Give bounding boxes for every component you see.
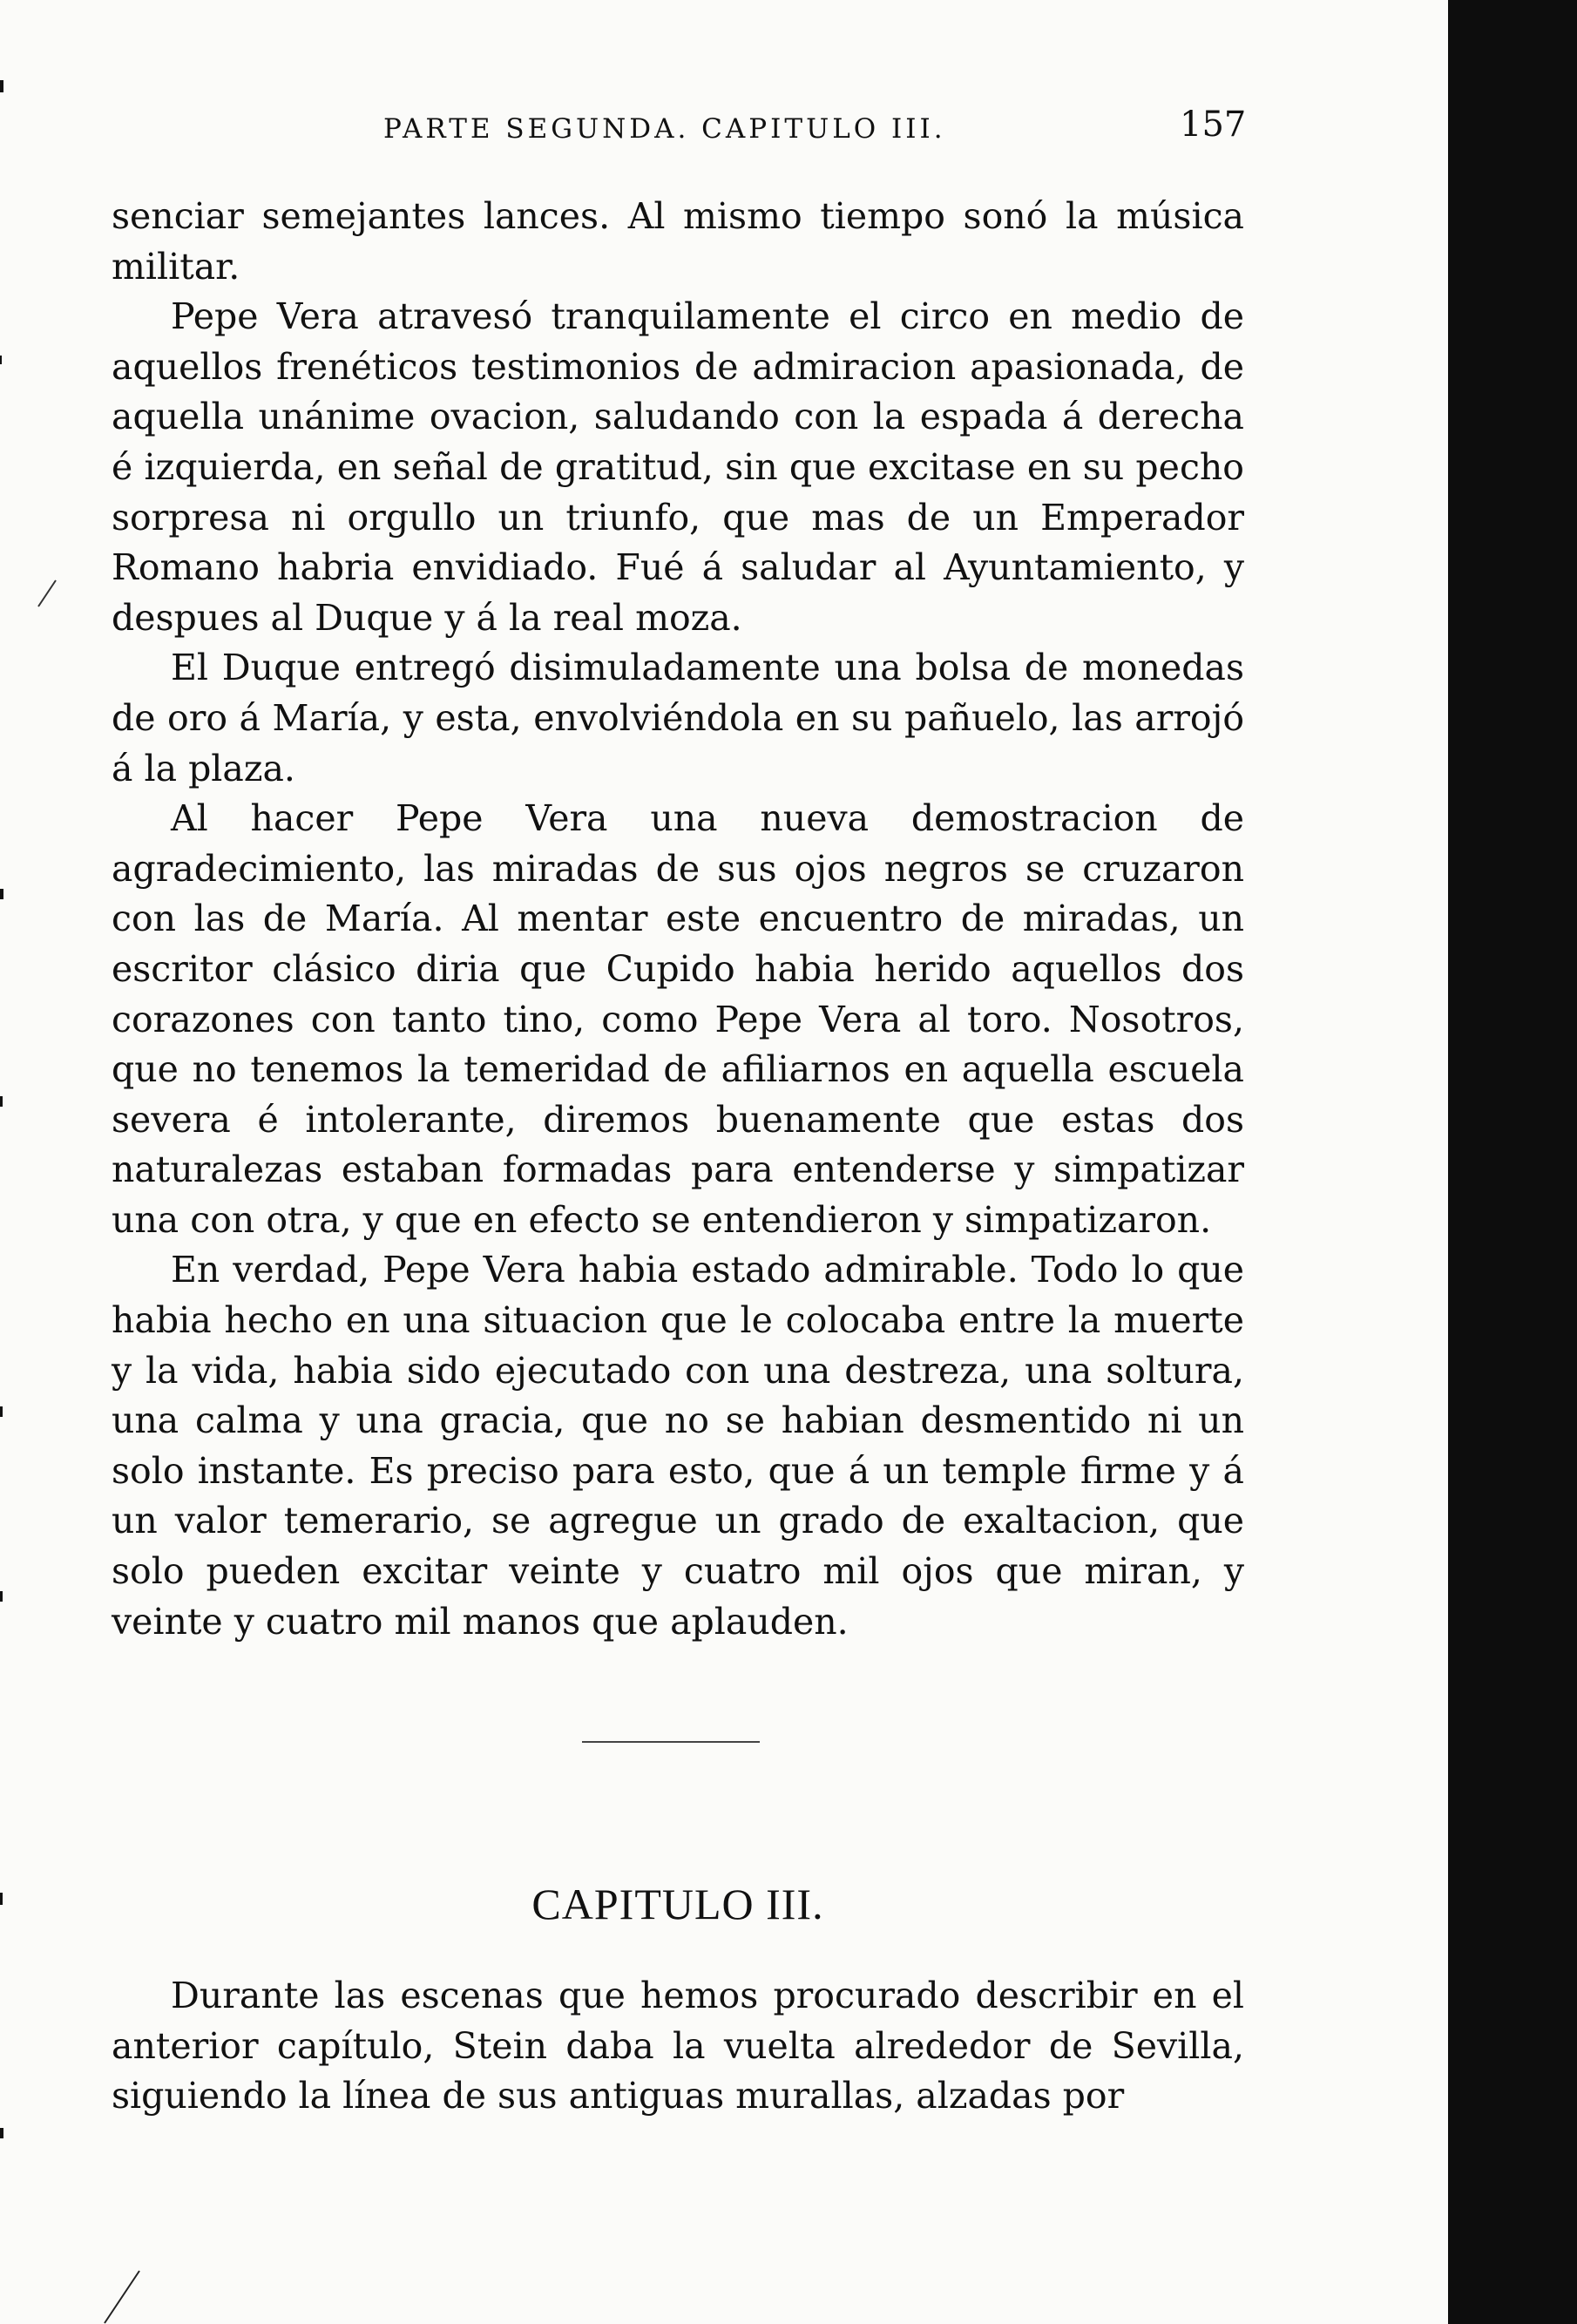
- scan-dark-edge: [1448, 0, 1577, 2324]
- chapter-opening-paragraph: Durante las escenas que hemos procurado describir en el anterior capítulo, Stein daba la vuelta alrededor de Sevilla, siguiendo la línea de sus antiguas murallas, alzadas por: [112, 1975, 1244, 2117]
- pencil-mark-icon: [35, 575, 61, 610]
- scan-margin-mark: [0, 1406, 3, 1417]
- running-head: [112, 103, 1247, 155]
- scan-margin-mark: [0, 1893, 3, 1905]
- pencil-stroke-icon: [96, 2266, 148, 2324]
- scan-margin-mark: [0, 1096, 3, 1107]
- section-divider-rule: [582, 1741, 760, 1743]
- scan-margin-mark: [0, 80, 3, 92]
- paragraph: En verdad, Pepe Vera habia estado admirable. Todo lo que habia hecho en una situacion que le colocaba entre la muerte y la vida, habia sido ejecutado con una destreza, una soltura, una calma y una gracia, que no se habian desmentido ni un solo instante. Es preciso para esto, que á un temple firme y á un valor temerario, se agregue un grado de exaltacion, que solo pueden excitar veinte y cuatro mil ojos que miran, y veinte y cuatro mil manos que aplauden.: [112, 1249, 1244, 1643]
- scan-margin-mark: [0, 2128, 3, 2138]
- running-head-title: PARTE SEGUNDA. CAPITULO III.: [383, 113, 946, 145]
- paragraph: Pepe Vera atravesó tranquilamente el circo en medio de aquellos frenéticos testimonios de admiracion apasionada, de aquella unánime ovacion, saludando con la espada á derecha é izquierda, en señal de gratitud, sin que excitase en su pecho sorpresa ni orgullo un triunfo, que mas de un Emperador Romano habria envidiado. Fué á saludar al Ayuntamiento, y despues al Duque y á la real moza.: [112, 295, 1244, 639]
- paragraph: El Duque entregó disimuladamente una bolsa de monedas de oro á María, y esta, envolviéndola en su pañuelo, las arrojó á la plaza.: [112, 647, 1244, 789]
- page-number: 157: [1180, 105, 1247, 145]
- chapter-opening-text: [112, 1971, 1244, 2122]
- scan-margin-mark: [0, 356, 2, 364]
- scan-margin-mark: [0, 889, 3, 899]
- scan-margin-mark: [0, 1591, 3, 1602]
- paragraph: Al hacer Pepe Vera una nueva demostracion de agradecimiento, las miradas de sus ojos negros se cruzaron con las de María. Al mentar este encuentro de miradas, un escritor clásico diria que Cupido habia herido aquellos dos corazones con tanto tino, como Pepe Vera al toro. Nosotros, que no tenemos la temeridad de afiliarnos en aquella escuela severa é intolerante, diremos buenamente que estas dos naturalezas estaban formadas para entenderse y simpatizar una con otra, y que en efecto se entendieron y simpatizaron.: [112, 797, 1244, 1241]
- body-text: [112, 192, 1244, 1647]
- paragraph-continuation: senciar semejantes lances. Al mismo tiempo sonó la música militar.: [112, 195, 1244, 288]
- chapter-heading: CAPITULO III.: [531, 1880, 824, 1928]
